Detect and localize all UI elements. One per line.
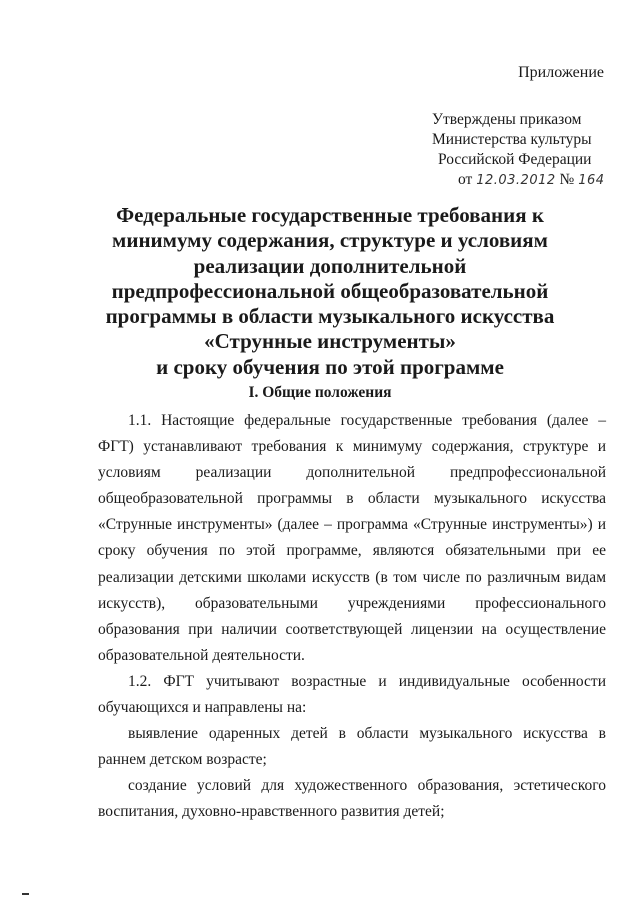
approval-block [432,110,605,191]
approval-line-4 [432,170,605,191]
approval-date-prefix: от [458,171,473,188]
paragraph-1-1: 1.1. Настоящие федеральные государственные требования (далее – ФГТ) устанавливают требования к минимуму содержания, структуре и условиям реализации дополнительной предпрофессиональной общеобразовательной программы в области музыкального искусства «Струнные инструменты» (далее – программа «Струнные инструменты») и сроку обучения по этой программе, являются обязательными при ее реализации детскими школами искусств (в том числе по различным видам искусств), образовательными учреждениями профессионального образования при наличии соответствующей лицензии на осуществление образовательной деятельности. [98,412,606,664]
title-line: предпрофессиональной общеобразовательной [111,278,549,303]
title-line: минимуму содержания, структуре и условиям [112,228,548,253]
section-heading: I. Общие положения [248,384,392,401]
approval-line-3: Российской Федерации [438,151,592,168]
document-title [80,203,580,380]
title-line: Федеральные государственные требования к [116,203,544,227]
approval-line-2: Министерства культуры [432,131,592,148]
handwritten-date: 12.03.2012 [476,173,556,188]
approval-number-label: № [559,171,575,188]
list-item: создание условий для художественного образования, эстетического воспитания, духовно-нравственного развития детей; [98,777,606,821]
title-line: и сроку обучения по этой программе [156,354,504,379]
body-text [98,408,606,826]
appendix-label: Приложение [518,64,604,81]
title-line: реализации дополнительной [193,253,467,278]
approval-line-1: Утверждены приказом [432,111,582,128]
margin-mark [22,893,29,895]
paragraph-1-2: 1.2. ФГТ учитывают возрастные и индивидуальные особенности обучающихся и направлены на: [98,672,606,717]
title-line: программы в области музыкального искусства [105,304,555,329]
handwritten-number: 164 [578,173,605,188]
list-item: выявление одаренных детей в области музыкального искусства в раннем детском возрасте; [98,725,606,769]
title-line: «Струнные инструменты» [204,329,456,354]
